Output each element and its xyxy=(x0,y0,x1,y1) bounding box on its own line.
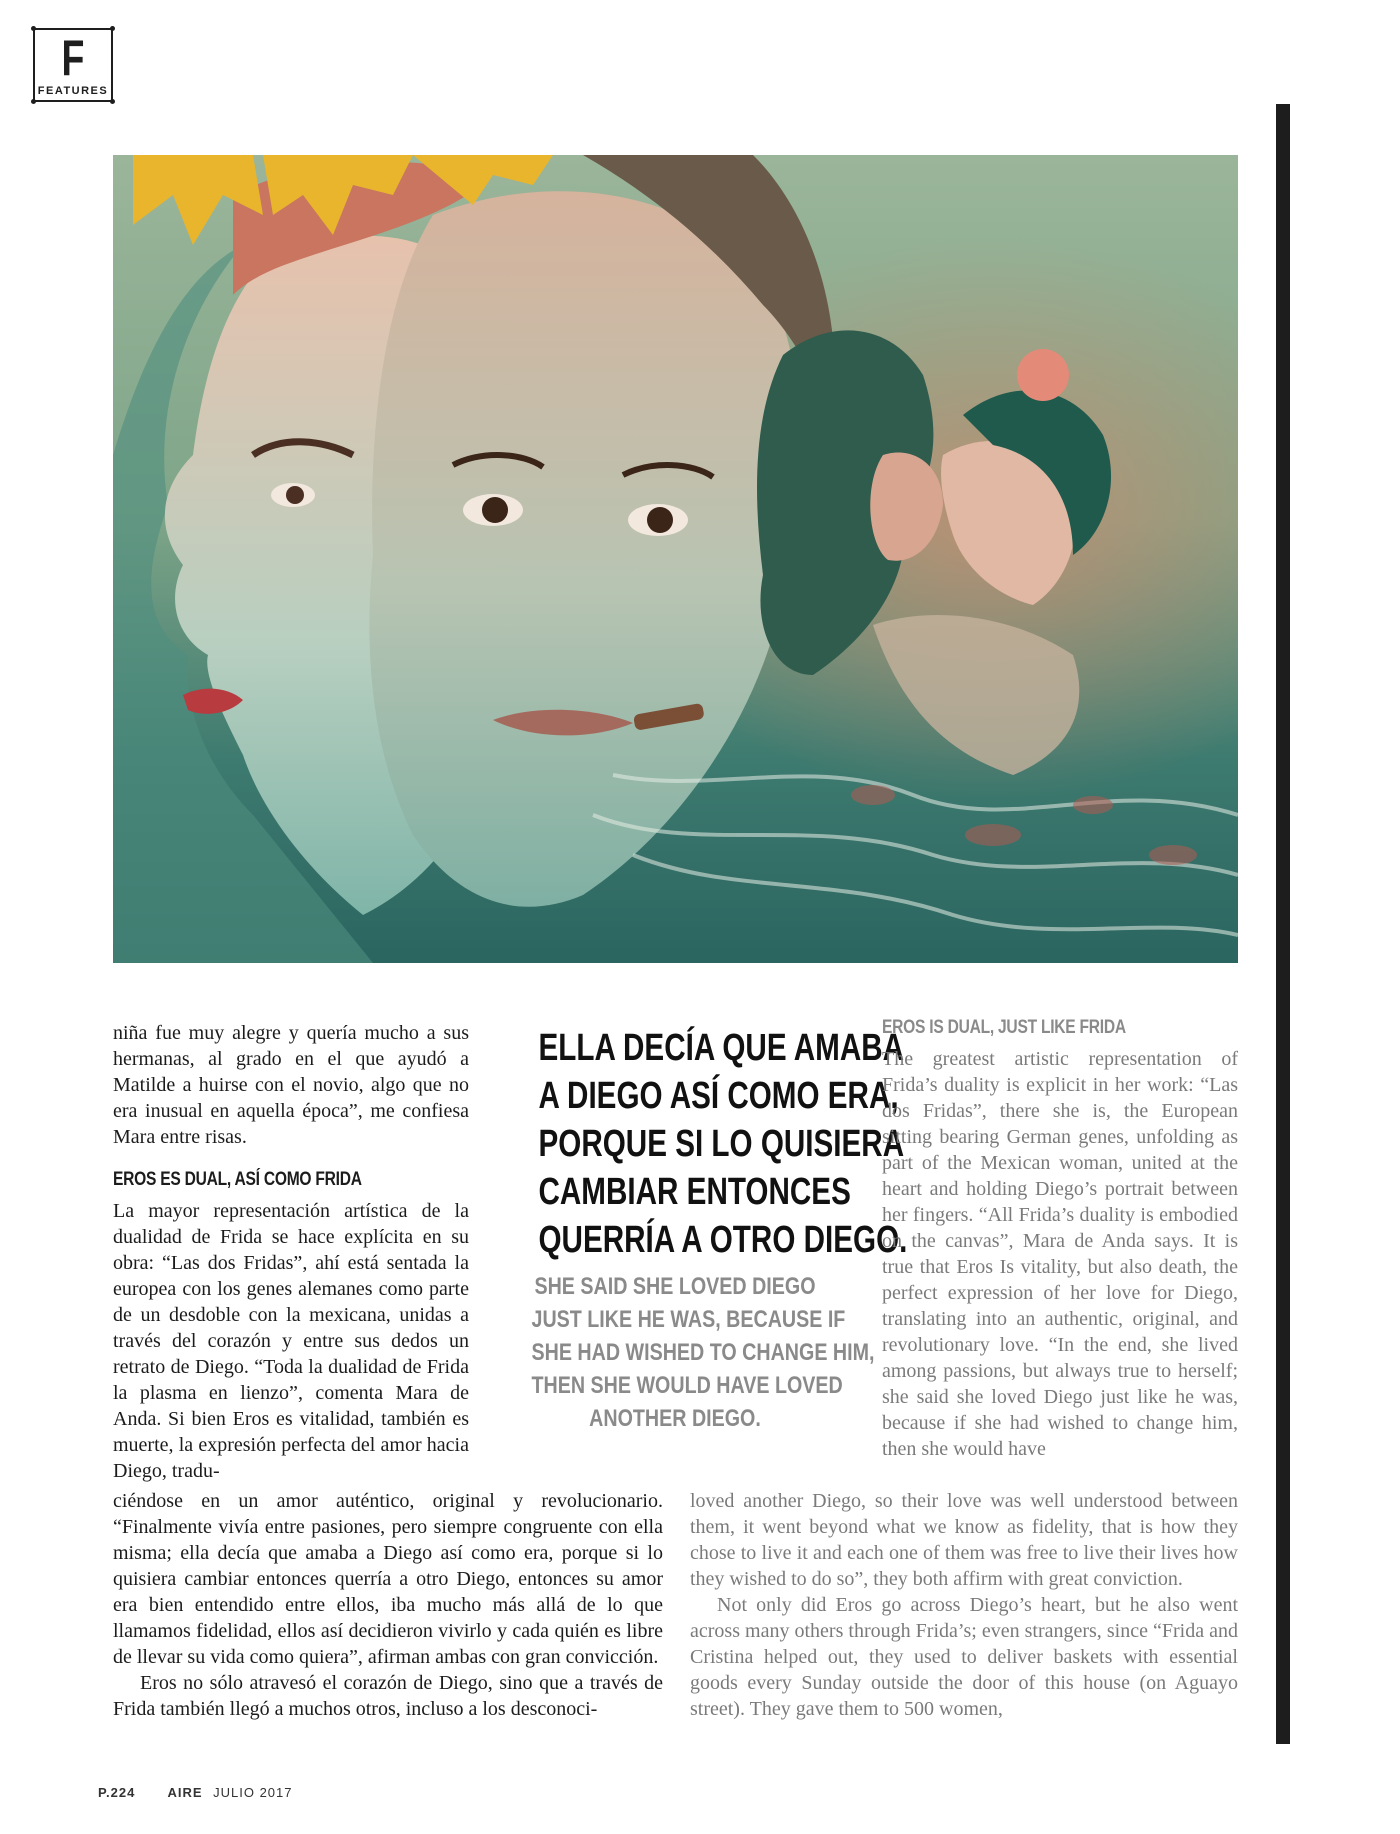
right-wide-paragraph: loved another Diego, so their love was well understood between them, it went beyond what we know as fidelity, that is how they chose to live it and each one of them was free to live their lives how they wished to do so”, they both affirm with great conviction. xyxy=(690,1490,1238,1590)
right-column xyxy=(882,1016,1238,1462)
pull-quote-en-line: SHE HAD WISHED TO CHANGE HIM, xyxy=(531,1339,875,1366)
left-wide-text xyxy=(113,1488,663,1722)
right-wide-text xyxy=(690,1488,1238,1722)
left-wide-paragraph-2: Eros no sólo atravesó el corazón de Diego, sino que a través de Frida también llegó a muchos otros, incluso a los desconoci- xyxy=(113,1672,663,1720)
left-body-paragraph: La mayor representación artística de la dualidad de Frida se hace explícita en su obra: “Las dos Fridas”, ahí está sentada la europea con los genes alemanes como parte de un desdoble con la mexicana, unidas a través del corazón y entre sus dedos un retrato de Diego. “Toda la dualidad de Frida la plasma en lienzo”, comenta Mara de Anda. Si bien Eros es vitalidad, también es muerte, la expresión perfecta del amor hacia Diego, tradu- xyxy=(113,1200,469,1482)
right-body-paragraph: The greatest artistic representation of Frida’s duality is explicit in her work: “Las dos Fridas”, there she is, the European sitting bearing German genes, unfolding as part of the Mexican woman, united at the heart and holding Diego’s portrait between her fingers. “All Frida’s duality is embodied on the canvas”, Mara de Anda says. It is true that Eros Is vitality, but also death, the perfect expression of her love for Diego, translating into an authentic, original, and revolutionary love. “In the end, she lived among passions, but always true to herself; she said she loved Diego just like he was, because if she had wished to change him, then she would have xyxy=(882,1048,1238,1460)
pull-quote-es-line: ELLA DECÍA QUE AMABA xyxy=(538,1027,905,1069)
left-subhead: EROS ES DUAL, ASÍ COMO FRIDA xyxy=(113,1169,362,1190)
pull-quote-es-line: CAMBIAR ENTONCES xyxy=(538,1171,851,1213)
page-number: P.224 xyxy=(98,1785,136,1800)
right-subhead: EROS IS DUAL, JUST LIKE FRIDA xyxy=(882,1017,1126,1038)
frida-diego-illustration xyxy=(113,155,1238,963)
pull-quote-en-line: ANOTHER DIEGO. xyxy=(589,1405,761,1432)
magazine-name: AIRE xyxy=(167,1785,203,1800)
pull-quote-en-line: JUST LIKE HE WAS, BECAUSE IF xyxy=(531,1306,846,1333)
left-intro-paragraph: niña fue muy alegre y quería mucho a sus hermanas, al grado en el que ayudó a Matilde a huirse con el novio, algo que no era inusual en aquella época”, me confiesa Mara entre risas. xyxy=(113,1022,469,1148)
pull-quote-en-line: THEN SHE WOULD HAVE LOVED xyxy=(531,1372,843,1399)
left-wide-paragraph: ciéndose en un amor auténtico, original y revolucionario. “Finalmente vivía entre pasiones, pero siempre congruente con ella misma; ella decía que amaba a Diego así como era, porque si lo quisiera cambiar entonces querría a otro Diego, entonces su amor era bien entendido entre ellos, iba mucho más allá de lo que llamamos fidelidad, ellos así decidieron vivirlo y cada quién es libre de llevar su vida como quiera”, afirman ambas con gran convicción. xyxy=(113,1490,663,1668)
pull-quote-es-line: A DIEGO ASÍ COMO ERA, xyxy=(538,1075,899,1117)
pull-quote-en-line: SHE SAID SHE LOVED DIEGO xyxy=(534,1273,816,1300)
pull-quote-es-line: PORQUE SI LO QUISIERA xyxy=(538,1123,905,1165)
left-column xyxy=(113,1020,469,1484)
right-wide-paragraph-2: Not only did Eros go across Diego’s heart, but he also went across many others through Frida’s; even strangers, since “Frida and Cristina helped out, they used to deliver baskets with essential goods every Sunday outside the door of this house (on Aguayo street). They gave them to 500 women, xyxy=(690,1594,1238,1720)
pull-quote-es-line: QUERRÍA A OTRO DIEGO. xyxy=(538,1219,908,1261)
section-label: FEATURES xyxy=(37,85,109,97)
pull-quote xyxy=(500,1024,908,1435)
section-letter: F xyxy=(61,30,85,86)
section-badge xyxy=(33,28,113,102)
page-edge-rule xyxy=(1276,104,1290,1744)
page-footer xyxy=(98,1785,321,1800)
issue-date: JULIO 2017 xyxy=(213,1785,293,1800)
